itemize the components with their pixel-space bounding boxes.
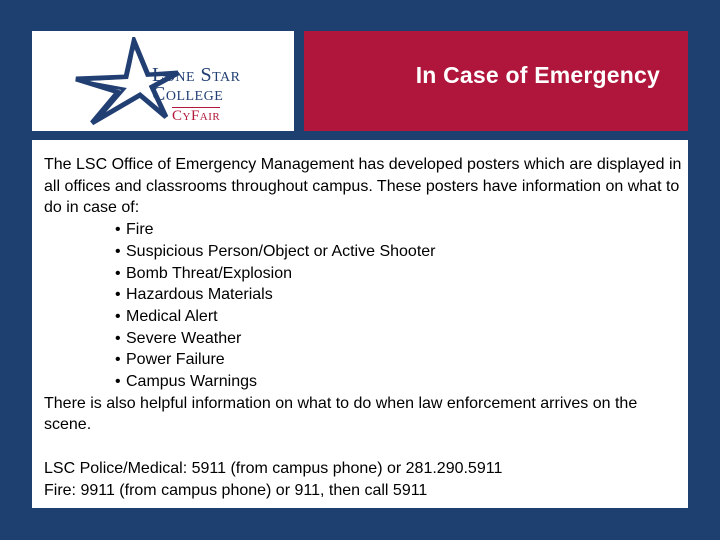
content-body [44,154,684,501]
logo-panel [32,31,294,131]
intro-paragraph: The LSC Office of Emergency Management has developed posters which are displayed in all offices and classrooms throughout campus. These posters have information on what to do in case of: [44,156,682,217]
logo-line-lone-star: Lone Star [152,64,241,86]
list-item-suspicious-person: • Suspicious Person/Object or Active Shooter [44,241,684,263]
list-item-severe-weather: • Severe Weather [44,328,684,350]
emergency-list [44,219,684,393]
list-item-campus-warnings: • Campus Warnings [44,371,684,393]
title-banner [304,31,688,131]
list-item-fire: • Fire [44,219,684,241]
logo-wordmark [152,65,292,124]
logo-line-cyfair: CyFair [172,108,221,124]
logo-line-college: College [152,83,224,105]
content-panel [32,140,688,508]
closing-paragraph: There is also helpful information on what to do when law enforcement arrives on the scene. [44,394,638,434]
contact-info [44,458,684,501]
list-item-hazardous-materials: • Hazardous Materials [44,284,684,306]
list-item-power-failure: • Power Failure [44,349,684,371]
list-item-medical-alert: • Medical Alert [44,306,684,328]
list-item-bomb-threat: • Bomb Threat/Explosion [44,263,684,285]
police-medical-contact: LSC Police/Medical: 5911 (from campus phone) or 281.290.5911 [44,459,503,477]
page-title: In Case of Emergency [415,62,660,88]
fire-contact: Fire: 9911 (from campus phone) or 911, then call 5911 [44,481,428,499]
